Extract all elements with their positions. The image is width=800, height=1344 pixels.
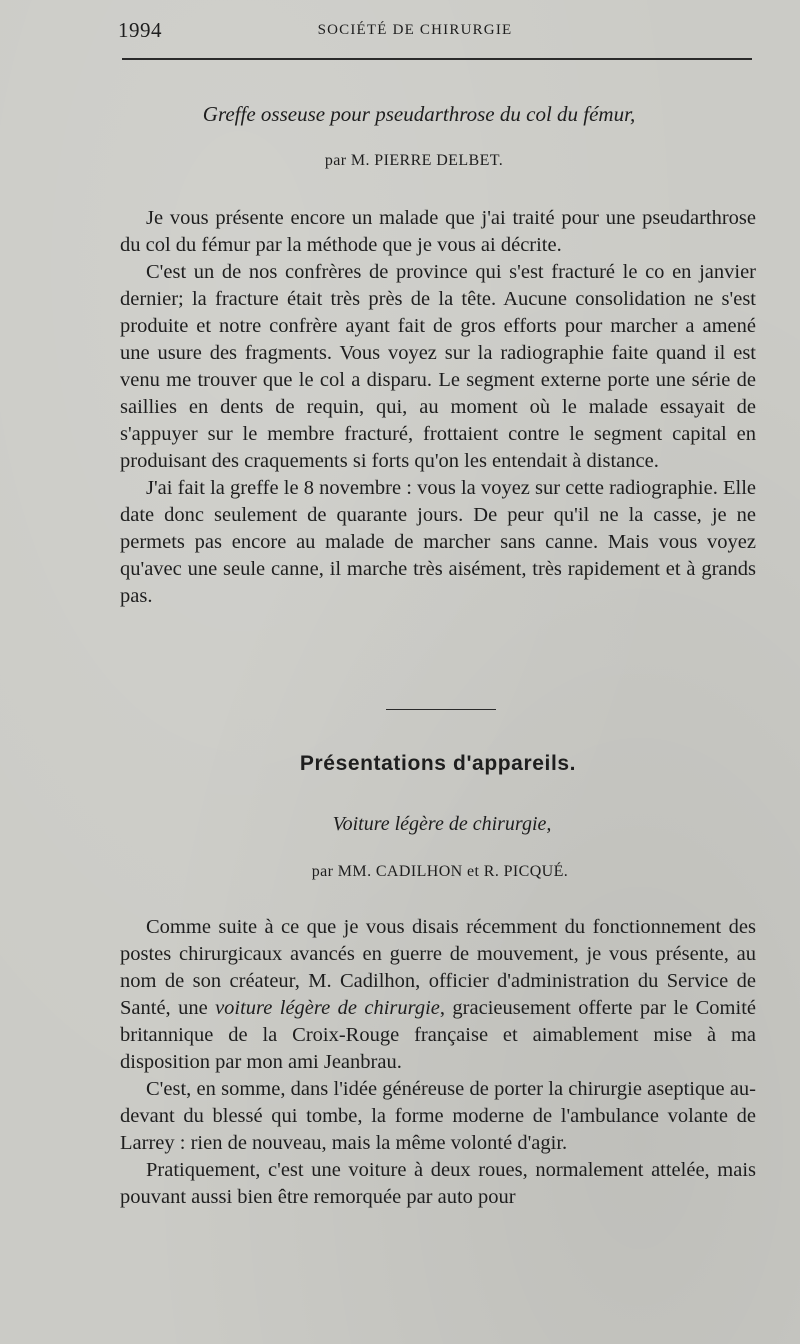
- paragraph: J'ai fait la greffe le 8 novembre : vous la voyez sur cette radiographie. Elle date donc seulement de quarante jours. De peur qu'il ne la casse, je ne permets pas encore au malade de marcher sans canne. Mais vous voyez qu'avec une seule canne, il marche très aisément, très rapidement et à grands pas.: [120, 477, 756, 607]
- article-title: Greffe osseuse pour pseudarthrose du col du fémur,: [202, 102, 636, 126]
- article-body: [120, 205, 756, 610]
- paragraph: [120, 914, 756, 1076]
- paragraph: Pratiquement, c'est une voiture à deux roues, normalement attelée, mais pouvant aussi bien être remorquée par auto pour: [120, 1159, 756, 1208]
- section-heading: Présentations d'appareils.: [299, 752, 577, 775]
- emphasis-text: voiture légère de chirurgie: [215, 997, 440, 1019]
- section-author: par MM. CADILHON et R. PICQUÉ.: [311, 863, 569, 880]
- section-divider: [386, 709, 496, 710]
- page-number: 1994: [118, 18, 162, 42]
- header-rule: [122, 58, 752, 60]
- paragraph-text: Comme suite à ce que je vous disais récemment du fonctionnement des postes chirurgicaux avancés en guerre de mouvement, je vous présente, au nom de son créateur, M. Cadilhon, officier d'administration du Service de Santé, une: [120, 916, 756, 1019]
- paragraph: C'est un de nos confrères de province qui s'est fracturé le co en janvier dernier; la fracture était très près de la tête. Aucune consolidation ne s'est produite et notre confrère ayant fait de gros efforts pour marcher a amené une usure des fragments. Vous voyez sur la radiographie faite quand il est venu me trouver que le col a disparu. Le segment externe porte une série de saillies en dents de requin, qui, au moment où le malade essayait de s'appuyer sur le membre fracturé, frottaient contre le segment capital en produisant des craquements si forts qu'on les entendait à distance.: [120, 261, 756, 472]
- paragraph: Je vous présente encore un malade que j'ai traité pour une pseudarthrose du col du fémur par la méthode que je vous ai décrite.: [120, 207, 756, 256]
- article-author: par M. PIERRE DELBET.: [324, 152, 504, 169]
- running-head: SOCIÉTÉ DE CHIRURGIE: [317, 22, 513, 38]
- paragraph-text: , gracieusement offerte par le Comité britannique de la Croix-Rouge française et aimablement mise à ma disposition par mon ami Jeanbrau.: [120, 997, 756, 1073]
- section-subtitle: Voiture légère de chirurgie,: [332, 813, 552, 835]
- paragraph: C'est, en somme, dans l'idée généreuse de porter la chirurgie aseptique au-devant du blessé qui tombe, la forme moderne de l'ambulance volante de Larrey : rien de nouveau, mais la même volonté d'agir.: [120, 1078, 756, 1154]
- section-body: [120, 914, 756, 1211]
